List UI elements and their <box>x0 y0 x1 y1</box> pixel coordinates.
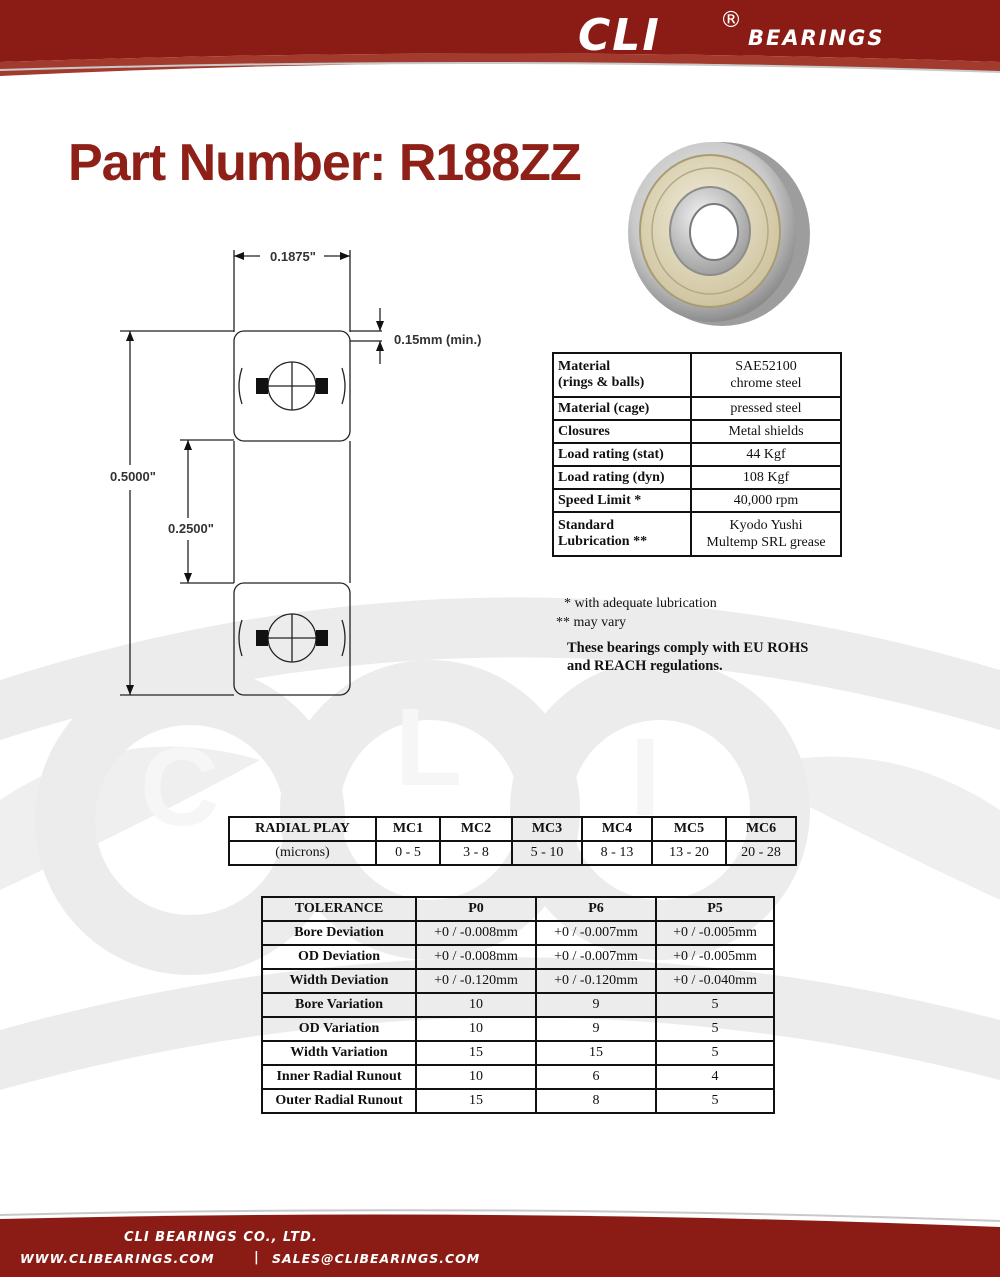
spec-label <box>553 443 691 466</box>
spec-value <box>691 443 841 466</box>
spec-value-line: chrome steel <box>730 376 802 391</box>
spec-value <box>691 466 841 489</box>
footer-website-link[interactable]: WWW.CLIBEARINGS.COM <box>20 1251 215 1266</box>
tolerance-row-label: Inner Radial Runout <box>262 1065 416 1089</box>
spec-label-line: Load rating (dyn) <box>558 469 665 485</box>
logo-bearings: BEARINGS <box>748 26 885 50</box>
tolerance-value: 5 <box>656 1041 774 1065</box>
spec-row <box>553 489 841 512</box>
spec-label-line: (rings & balls) <box>558 375 645 390</box>
tolerance-row-label: Width Deviation <box>262 969 416 993</box>
outer-diameter-dimension-label: 0.5000" <box>110 469 156 484</box>
spec-row <box>553 397 841 420</box>
tolerance-row-label: Bore Deviation <box>262 921 416 945</box>
tolerance-value: +0 / -0.120mm <box>536 969 656 993</box>
spec-value <box>691 512 841 556</box>
spec-label-line: Material (cage) <box>558 400 650 416</box>
tolerance-row-label: OD Deviation <box>262 945 416 969</box>
spec-row <box>553 353 841 397</box>
spec-value <box>691 397 841 420</box>
tolerance-value: 6 <box>536 1065 656 1089</box>
tolerance-value: 15 <box>416 1041 536 1065</box>
footer-email-link[interactable]: SALES@CLIBEARINGS.COM <box>272 1251 481 1266</box>
spec-label-line: Closures <box>558 423 610 439</box>
radial-play-values-row <box>229 841 796 865</box>
ball-bearing-photo <box>622 138 814 330</box>
page-title: Part Number: R188ZZ <box>68 134 581 192</box>
compliance-statement <box>567 639 808 675</box>
spec-value <box>691 353 841 397</box>
tolerance-column: P0 <box>416 897 536 921</box>
spec-row <box>553 420 841 443</box>
tolerance-value: 10 <box>416 1065 536 1089</box>
spec-value-line: 108 Kgf <box>742 470 790 485</box>
tolerance-row <box>262 993 774 1017</box>
logo-cli: CLI <box>578 10 661 61</box>
spec-value-line: SAE52100 <box>735 359 797 374</box>
tolerance-column: P6 <box>536 897 656 921</box>
radial-play-value: 8 - 13 <box>582 841 652 865</box>
spec-label <box>553 489 691 512</box>
tolerance-row <box>262 1017 774 1041</box>
radial-play-column: MC2 <box>440 817 512 841</box>
spec-label <box>553 466 691 489</box>
spec-label-line: Material <box>558 359 611 374</box>
spec-value <box>691 489 841 512</box>
spec-value-line: pressed steel <box>730 401 802 416</box>
tolerance-row <box>262 969 774 993</box>
radial-play-table <box>228 816 797 866</box>
tolerance-value: +0 / -0.005mm <box>656 945 774 969</box>
spec-label <box>553 397 691 420</box>
watermark-letter-i: I <box>630 716 661 839</box>
tolerance-value: 9 <box>536 1017 656 1041</box>
spec-label <box>553 353 691 397</box>
width-dimension-label: 0.1875" <box>270 249 316 264</box>
tolerance-value: +0 / -0.007mm <box>536 945 656 969</box>
tolerance-value: +0 / -0.040mm <box>656 969 774 993</box>
spec-label <box>553 420 691 443</box>
tolerance-value: +0 / -0.005mm <box>656 921 774 945</box>
radial-play-value: 3 - 8 <box>440 841 512 865</box>
tolerance-row <box>262 1089 774 1113</box>
spec-label-line: Lubrication ** <box>558 534 648 549</box>
radial-play-column: MC1 <box>376 817 440 841</box>
spec-row <box>553 466 841 489</box>
bore-dimension-label: 0.2500" <box>168 521 214 536</box>
tolerance-value: +0 / -0.008mm <box>416 945 536 969</box>
specifications-table <box>552 352 842 557</box>
tolerance-value: 5 <box>656 993 774 1017</box>
tolerance-value: +0 / -0.120mm <box>416 969 536 993</box>
radial-play-column: MC4 <box>582 817 652 841</box>
tolerance-value: 8 <box>536 1089 656 1113</box>
speed-limit-footnote: * with adequate lubrication <box>564 596 717 611</box>
tolerance-row-label: OD Variation <box>262 1017 416 1041</box>
radial-play-header-row <box>229 817 796 841</box>
compliance-line-1: These bearings comply with EU ROHS <box>567 640 809 656</box>
tolerance-value: 15 <box>536 1041 656 1065</box>
watermark-letter-l: L <box>395 686 463 809</box>
spec-label-line: Speed Limit * <box>558 492 642 508</box>
lubrication-footnote: ** may vary <box>556 615 626 630</box>
spec-row <box>553 512 841 556</box>
tolerance-value: 15 <box>416 1089 536 1113</box>
tolerance-value: 5 <box>656 1017 774 1041</box>
radial-play-column: MC3 <box>512 817 582 841</box>
tolerance-column: P5 <box>656 897 774 921</box>
tolerance-value: 10 <box>416 993 536 1017</box>
radial-play-value: 5 - 10 <box>512 841 582 865</box>
radial-play-value: 0 - 5 <box>376 841 440 865</box>
spec-value-line: Multemp SRL grease <box>706 535 826 550</box>
tolerance-table <box>261 896 775 1114</box>
radial-play-column: MC5 <box>652 817 726 841</box>
tolerance-row-label: Width Variation <box>262 1041 416 1065</box>
tolerance-value: 5 <box>656 1089 774 1113</box>
radial-play-header: RADIAL PLAY <box>229 817 376 841</box>
watermark-letter-c: C <box>140 726 220 849</box>
tolerance-value: +0 / -0.007mm <box>536 921 656 945</box>
compliance-line-2: and REACH regulations. <box>567 658 723 674</box>
tolerance-value: +0 / -0.008mm <box>416 921 536 945</box>
spec-value-line: Kyodo Yushi <box>729 518 803 533</box>
spec-label-line: Load rating (stat) <box>558 446 664 462</box>
tolerance-row-label: Bore Variation <box>262 993 416 1017</box>
tolerance-row <box>262 1041 774 1065</box>
tolerance-header: TOLERANCE <box>262 897 416 921</box>
radial-play-value: 20 - 28 <box>726 841 796 865</box>
tolerance-row-label: Outer Radial Runout <box>262 1089 416 1113</box>
spec-value-line: 44 Kgf <box>746 447 786 462</box>
spec-value <box>691 420 841 443</box>
tolerance-value: 9 <box>536 993 656 1017</box>
spec-row <box>553 443 841 466</box>
tolerance-header-row <box>262 897 774 921</box>
tolerance-value: 10 <box>416 1017 536 1041</box>
tolerance-row <box>262 921 774 945</box>
shield-gap-dimension-label: 0.15mm (min.) <box>394 332 482 347</box>
radial-play-value: 13 - 20 <box>652 841 726 865</box>
spec-value-line: 40,000 rpm <box>733 493 799 508</box>
spec-label <box>553 512 691 556</box>
tolerance-row <box>262 1065 774 1089</box>
footer-separator: | <box>254 1250 259 1265</box>
logo-registered-mark: ® <box>720 8 742 33</box>
spec-label-line: Standard <box>558 518 615 533</box>
tolerance-value: 4 <box>656 1065 774 1089</box>
spec-value-line: Metal shields <box>728 424 804 439</box>
radial-play-unit: (microns) <box>229 841 376 865</box>
footer-company-name: CLI BEARINGS CO., LTD. <box>124 1230 318 1245</box>
tolerance-row <box>262 945 774 969</box>
radial-play-column: MC6 <box>726 817 796 841</box>
